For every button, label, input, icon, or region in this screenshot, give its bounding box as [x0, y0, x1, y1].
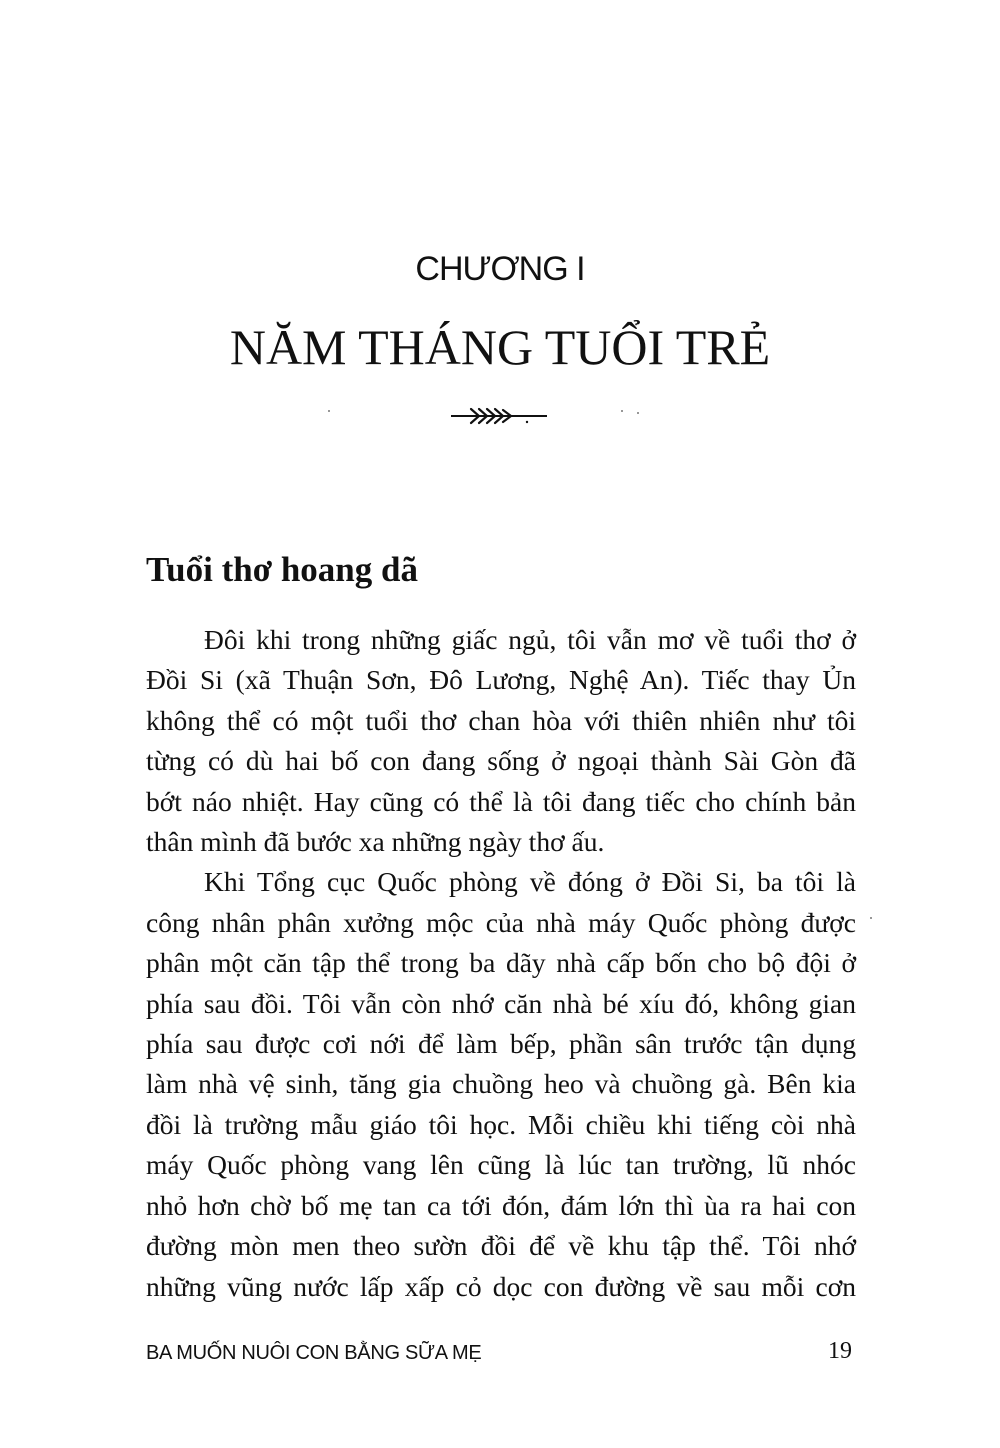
scan-speck	[328, 410, 330, 412]
section-heading: Tuổi thơ hoang dã	[146, 550, 418, 589]
scan-speck	[621, 410, 623, 412]
text-line: không thể có một tuổi thơ chan hòa với thiên nhiên như tôi	[146, 704, 856, 736]
text-line: phía sau đồi. Tôi vẫn còn nhớ căn nhà bé xíu đó, không gian	[146, 987, 856, 1019]
paragraph-1	[146, 620, 856, 862]
text-line: nhỏ hơn chờ bố mẹ tan ca tới đón, đám lớn thì ùa ra hai con	[146, 1189, 856, 1221]
text-line: Khi Tổng cục Quốc phòng về đóng ở Đồi Si, ba tôi là	[204, 866, 856, 898]
text-line: Đồi Si (xã Thuận Sơn, Đô Lương, Nghệ An). Tiếc thay Ủn	[146, 664, 856, 696]
text-line: những vũng nước lấp xấp cỏ dọc con đường về sau mỗi cơn	[146, 1270, 856, 1302]
running-footer-book-title: BA MUỐN NUÔI CON BẰNG SỮA MẸ	[146, 1342, 482, 1364]
text-line: làm nhà vệ sinh, tăng gia chuồng heo và chuồng gà. Bên kia	[146, 1068, 856, 1100]
text-line: phân một căn tập thể trong ba dãy nhà cấp bốn cho bộ đội ở	[146, 947, 856, 979]
chapter-label: CHƯƠNG I	[415, 250, 585, 288]
text-line: công nhân phân xưởng mộc của nhà máy Quốc phòng được	[146, 906, 856, 938]
text-line: máy Quốc phòng vang lên cũng là lúc tan trường, lũ nhóc	[146, 1149, 856, 1181]
text-line: đồi là trường mẫu giáo tôi học. Mỗi chiều khi tiếng còi nhà	[146, 1108, 856, 1140]
text-line: thân mình đã bước xa những ngày thơ ấu.	[146, 826, 605, 858]
text-line: đường mòn men theo sườn đồi để về khu tập thể. Tôi nhớ	[146, 1230, 856, 1262]
wheat-ear-divider-icon	[449, 404, 549, 428]
scan-speck	[870, 917, 872, 919]
scan-speck	[637, 412, 639, 414]
chapter-title: NĂM THÁNG TUỔI TRẺ	[229, 319, 771, 375]
paragraph-2	[146, 862, 856, 1306]
text-line: bớt náo nhiệt. Hay cũng có thể là tôi đang tiếc cho chính bản	[146, 785, 856, 817]
body-text	[146, 620, 856, 1307]
text-line: Đôi khi trong những giấc ngủ, tôi vẫn mơ về tuổi thơ ở	[204, 624, 856, 655]
text-line: từng có dù hai bố con đang sống ở ngoại thành Sài Gòn đã	[146, 745, 856, 777]
text-line: phía sau được cơi nới để làm bếp, phần sân trước tận dụng	[146, 1028, 856, 1060]
page-number: 19	[828, 1338, 852, 1364]
